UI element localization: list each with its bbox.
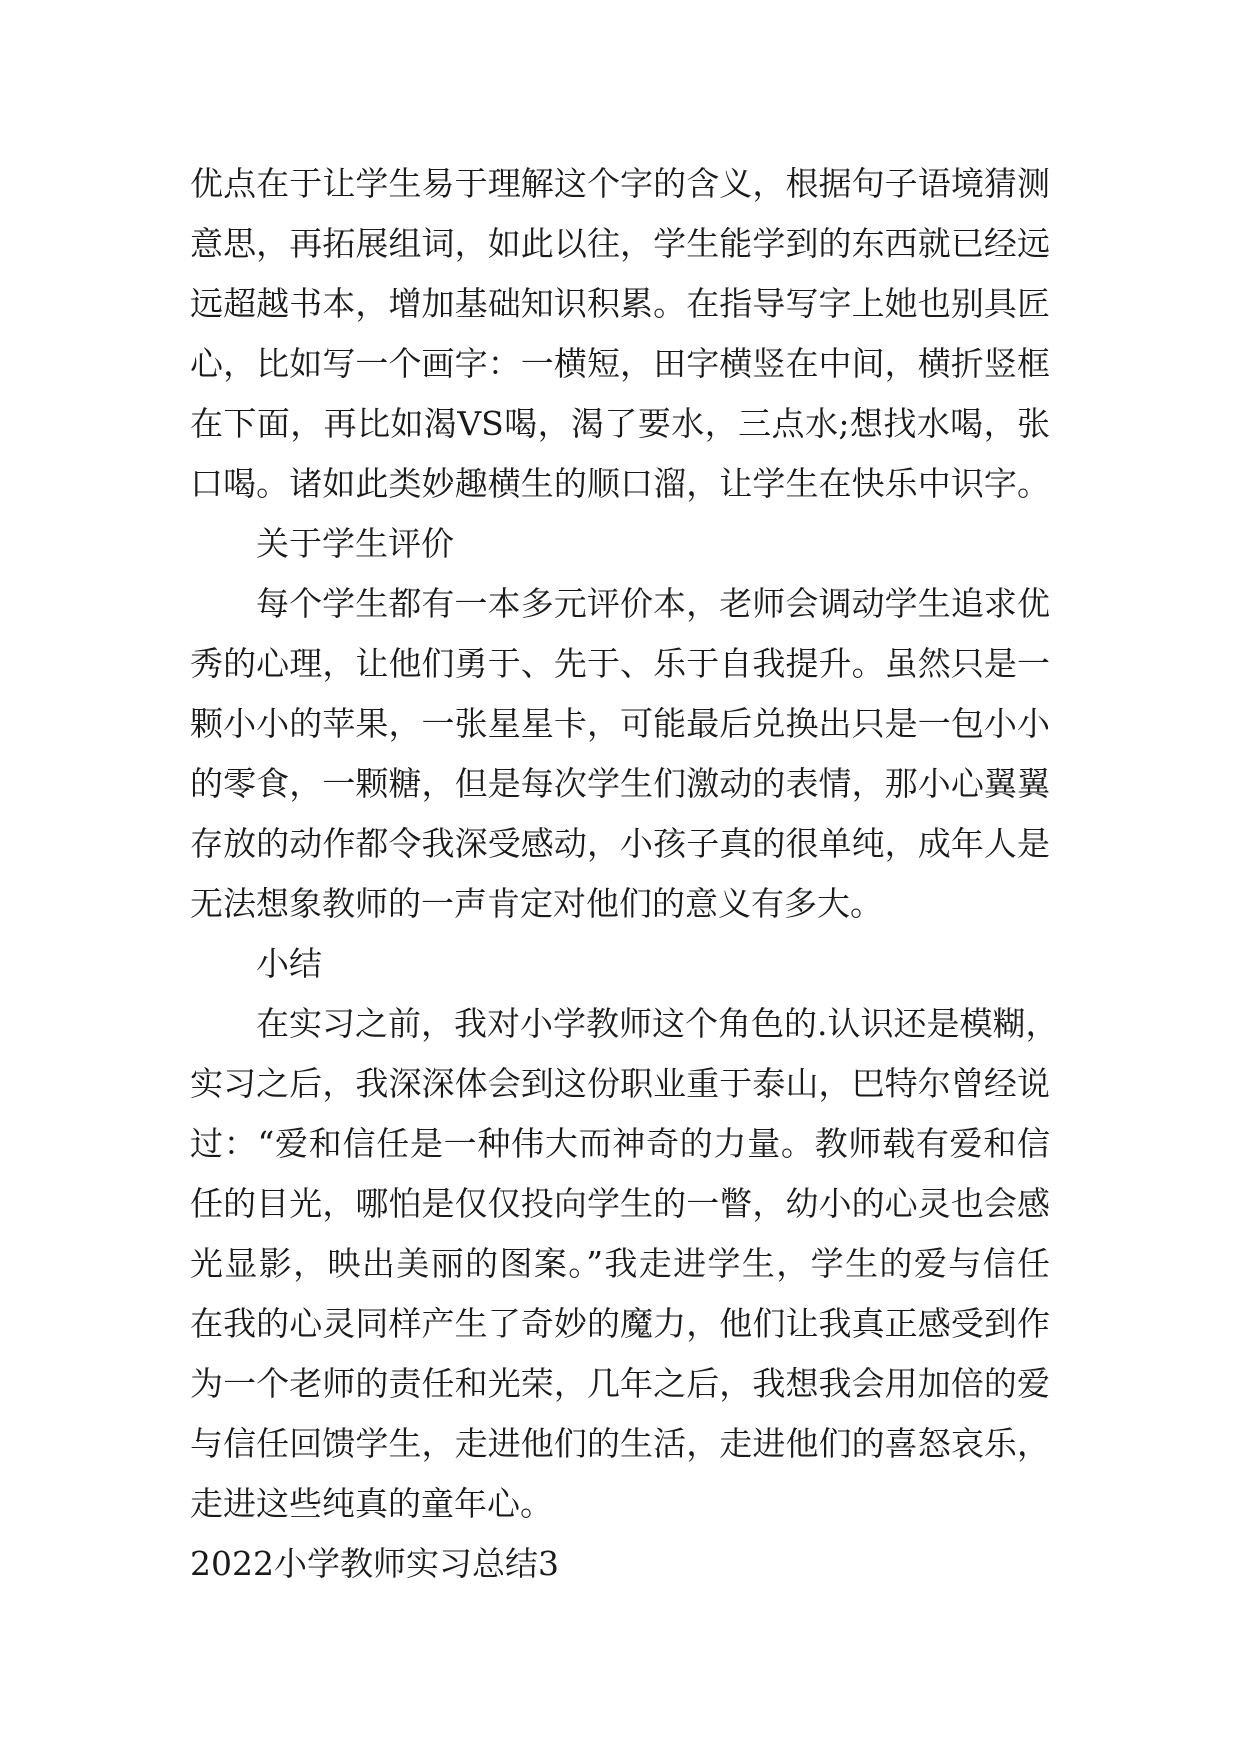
- paragraph-line: 口喝。诸如此类妙趣横生的顺口溜，让学生在快乐中识字。: [190, 464, 1050, 503]
- paragraph-line: 走进这些纯真的童年心。: [190, 1484, 553, 1523]
- paragraph-line: 过：“爱和信任是一种伟大而神奇的力量。教师载有爱和信: [190, 1124, 1050, 1163]
- section-heading-summary: 小结: [256, 944, 322, 983]
- paragraph-line: 的零食，一颗糖，但是每次学生们激动的表情，那小心翼翼: [190, 764, 1050, 803]
- paragraph-line: 为一个老师的责任和光荣，几年之后，我想我会用加倍的爱: [190, 1364, 1050, 1403]
- paragraph-line: 存放的动作都令我深受感动，小孩子真的很单纯，成年人是: [190, 824, 1050, 863]
- paragraph-line: 与信任回馈学生，走进他们的生活，走进他们的喜怒哀乐，: [190, 1424, 1050, 1463]
- paragraph-line: 光显影，映出美丽的图案。”我走进学生，学生的爱与信任: [190, 1244, 1050, 1283]
- paragraph-line: 在实习之前，我对小学教师这个角色的.认识还是模糊，: [256, 1004, 1059, 1043]
- paragraph-line: 实习之后，我深深体会到这份职业重于泰山，巴特尔曾经说: [190, 1064, 1050, 1103]
- paragraph-line: 秀的心理，让他们勇于、先于、乐于自我提升。虽然只是一: [190, 644, 1050, 683]
- document-title: 2022小学教师实习总结3: [190, 1544, 559, 1583]
- section-heading-student-evaluation: 关于学生评价: [256, 524, 454, 563]
- paragraph-line: 在我的心灵同样产生了奇妙的魔力，他们让我真正感受到作: [190, 1304, 1050, 1343]
- paragraph-line: 意思，再拓展组词，如此以往，学生能学到的东西就已经远: [190, 224, 1050, 263]
- paragraph-line: 心，比如写一个画字：一横短，田字横竖在中间，横折竖框: [190, 344, 1050, 383]
- paragraph-line: 无法想象教师的一声肯定对他们的意义有多大。: [190, 884, 883, 923]
- paragraph-line: 颗小小的苹果，一张星星卡，可能最后兑换出只是一包小小: [190, 704, 1050, 743]
- paragraph-line: 在下面，再比如渴VS喝，渴了要水，三点水;想找水喝，张: [190, 404, 1050, 443]
- paragraph-line: 远超越书本，增加基础知识积累。在指导写字上她也别具匠: [190, 284, 1050, 323]
- paragraph-line: 每个学生都有一本多元评价本，老师会调动学生追求优: [256, 584, 1050, 623]
- paragraph-line: 优点在于让学生易于理解这个字的含义，根据句子语境猜测: [190, 164, 1050, 203]
- paragraph-line: 任的目光，哪怕是仅仅投向学生的一瞥，幼小的心灵也会感: [190, 1184, 1050, 1223]
